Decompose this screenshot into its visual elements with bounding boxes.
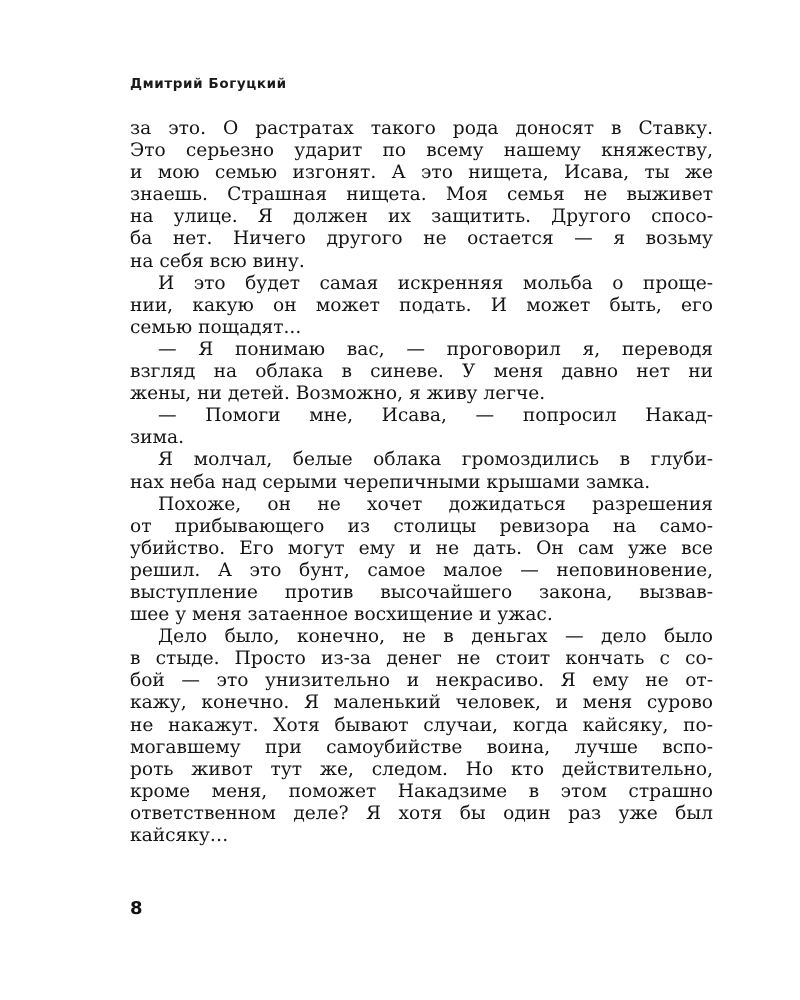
text-line: шее у меня затаенное восхищение и ужас. xyxy=(130,604,553,626)
text-line: Похоже, он не хочет дожидаться разрешения xyxy=(158,493,713,515)
text-line: не накажут. Хотя бывают случаи, когда кайсяку, по- xyxy=(130,714,713,736)
text-line: выступление против высочайшего закона, вызвав- xyxy=(130,581,713,603)
text-line: жены, ни детей. Возможно, я живу легче. xyxy=(130,383,546,405)
text-line: в стыде. Просто из-за денег не стоит кончать с со- xyxy=(130,648,713,670)
running-header-author: Дмитрий Богуцкий xyxy=(130,76,287,92)
text-line: взгляд на облака в синеве. У меня давно нет ни xyxy=(130,361,713,383)
text-line: семью пощадят... xyxy=(130,316,302,338)
text-line: кажу, конечно. Я маленький человек, и меня сурово xyxy=(130,692,713,714)
text-line: — Помоги мне, Исава, — попросил Накад- xyxy=(158,405,713,427)
text-line: бой — это унизительно и некрасиво. Я ему не от- xyxy=(130,670,713,692)
text-line: нии, какую он может подать. И может быть, его xyxy=(130,294,713,316)
text-line: Это серьезно ударит по всему нашему княжеству, xyxy=(130,140,713,162)
text-line: кайсяку… xyxy=(130,825,229,846)
text-line: ба нет. Ничего другого не остается — я возьму xyxy=(130,228,713,250)
text-line: Я молчал, белые облака громоздились в глуби- xyxy=(158,449,713,471)
text-line: кроме меня, поможет Накадзиме в этом страшно xyxy=(130,780,713,802)
page-number: 8 xyxy=(130,898,143,919)
text-line: знаешь. Страшная нищета. Моя семья не выживет xyxy=(130,184,713,206)
text-line: роть живот тут же, следом. Но кто действительно, xyxy=(130,758,713,780)
text-line: — Я понимаю вас, — проговорил я, переводя xyxy=(158,338,713,360)
text-line: Дело было, конечно, не в деньгах — дело было xyxy=(158,626,713,648)
text-line: от прибывающего из столицы ревизора на само- xyxy=(130,515,713,537)
text-line: на улице. Я должен их защитить. Другого спосо- xyxy=(130,206,713,228)
page-body-text xyxy=(130,118,713,847)
text-line: нах неба над серыми черепичными крышами замка. xyxy=(130,471,651,493)
text-line: ответственном деле? Я хотя бы один раз уже был xyxy=(130,802,713,824)
text-line: убийство. Его могут ему и не дать. Он сам уже все xyxy=(130,537,713,559)
text-line: за это. О растратах такого рода доносят в Ставку. xyxy=(130,118,713,139)
text-line: решил. А это бунт, самое малое — неповиновение, xyxy=(130,559,713,581)
text-line: зима. xyxy=(130,427,184,449)
text-line: и мою семью изгонят. А это нищета, Исава, ты же xyxy=(130,162,713,184)
text-line: на себя всю вину. xyxy=(130,250,305,272)
text-line: могавшему при самоубийстве воина, лучше вспо- xyxy=(130,736,713,758)
text-line: И это будет самая искренняя мольба о проще- xyxy=(158,272,713,294)
